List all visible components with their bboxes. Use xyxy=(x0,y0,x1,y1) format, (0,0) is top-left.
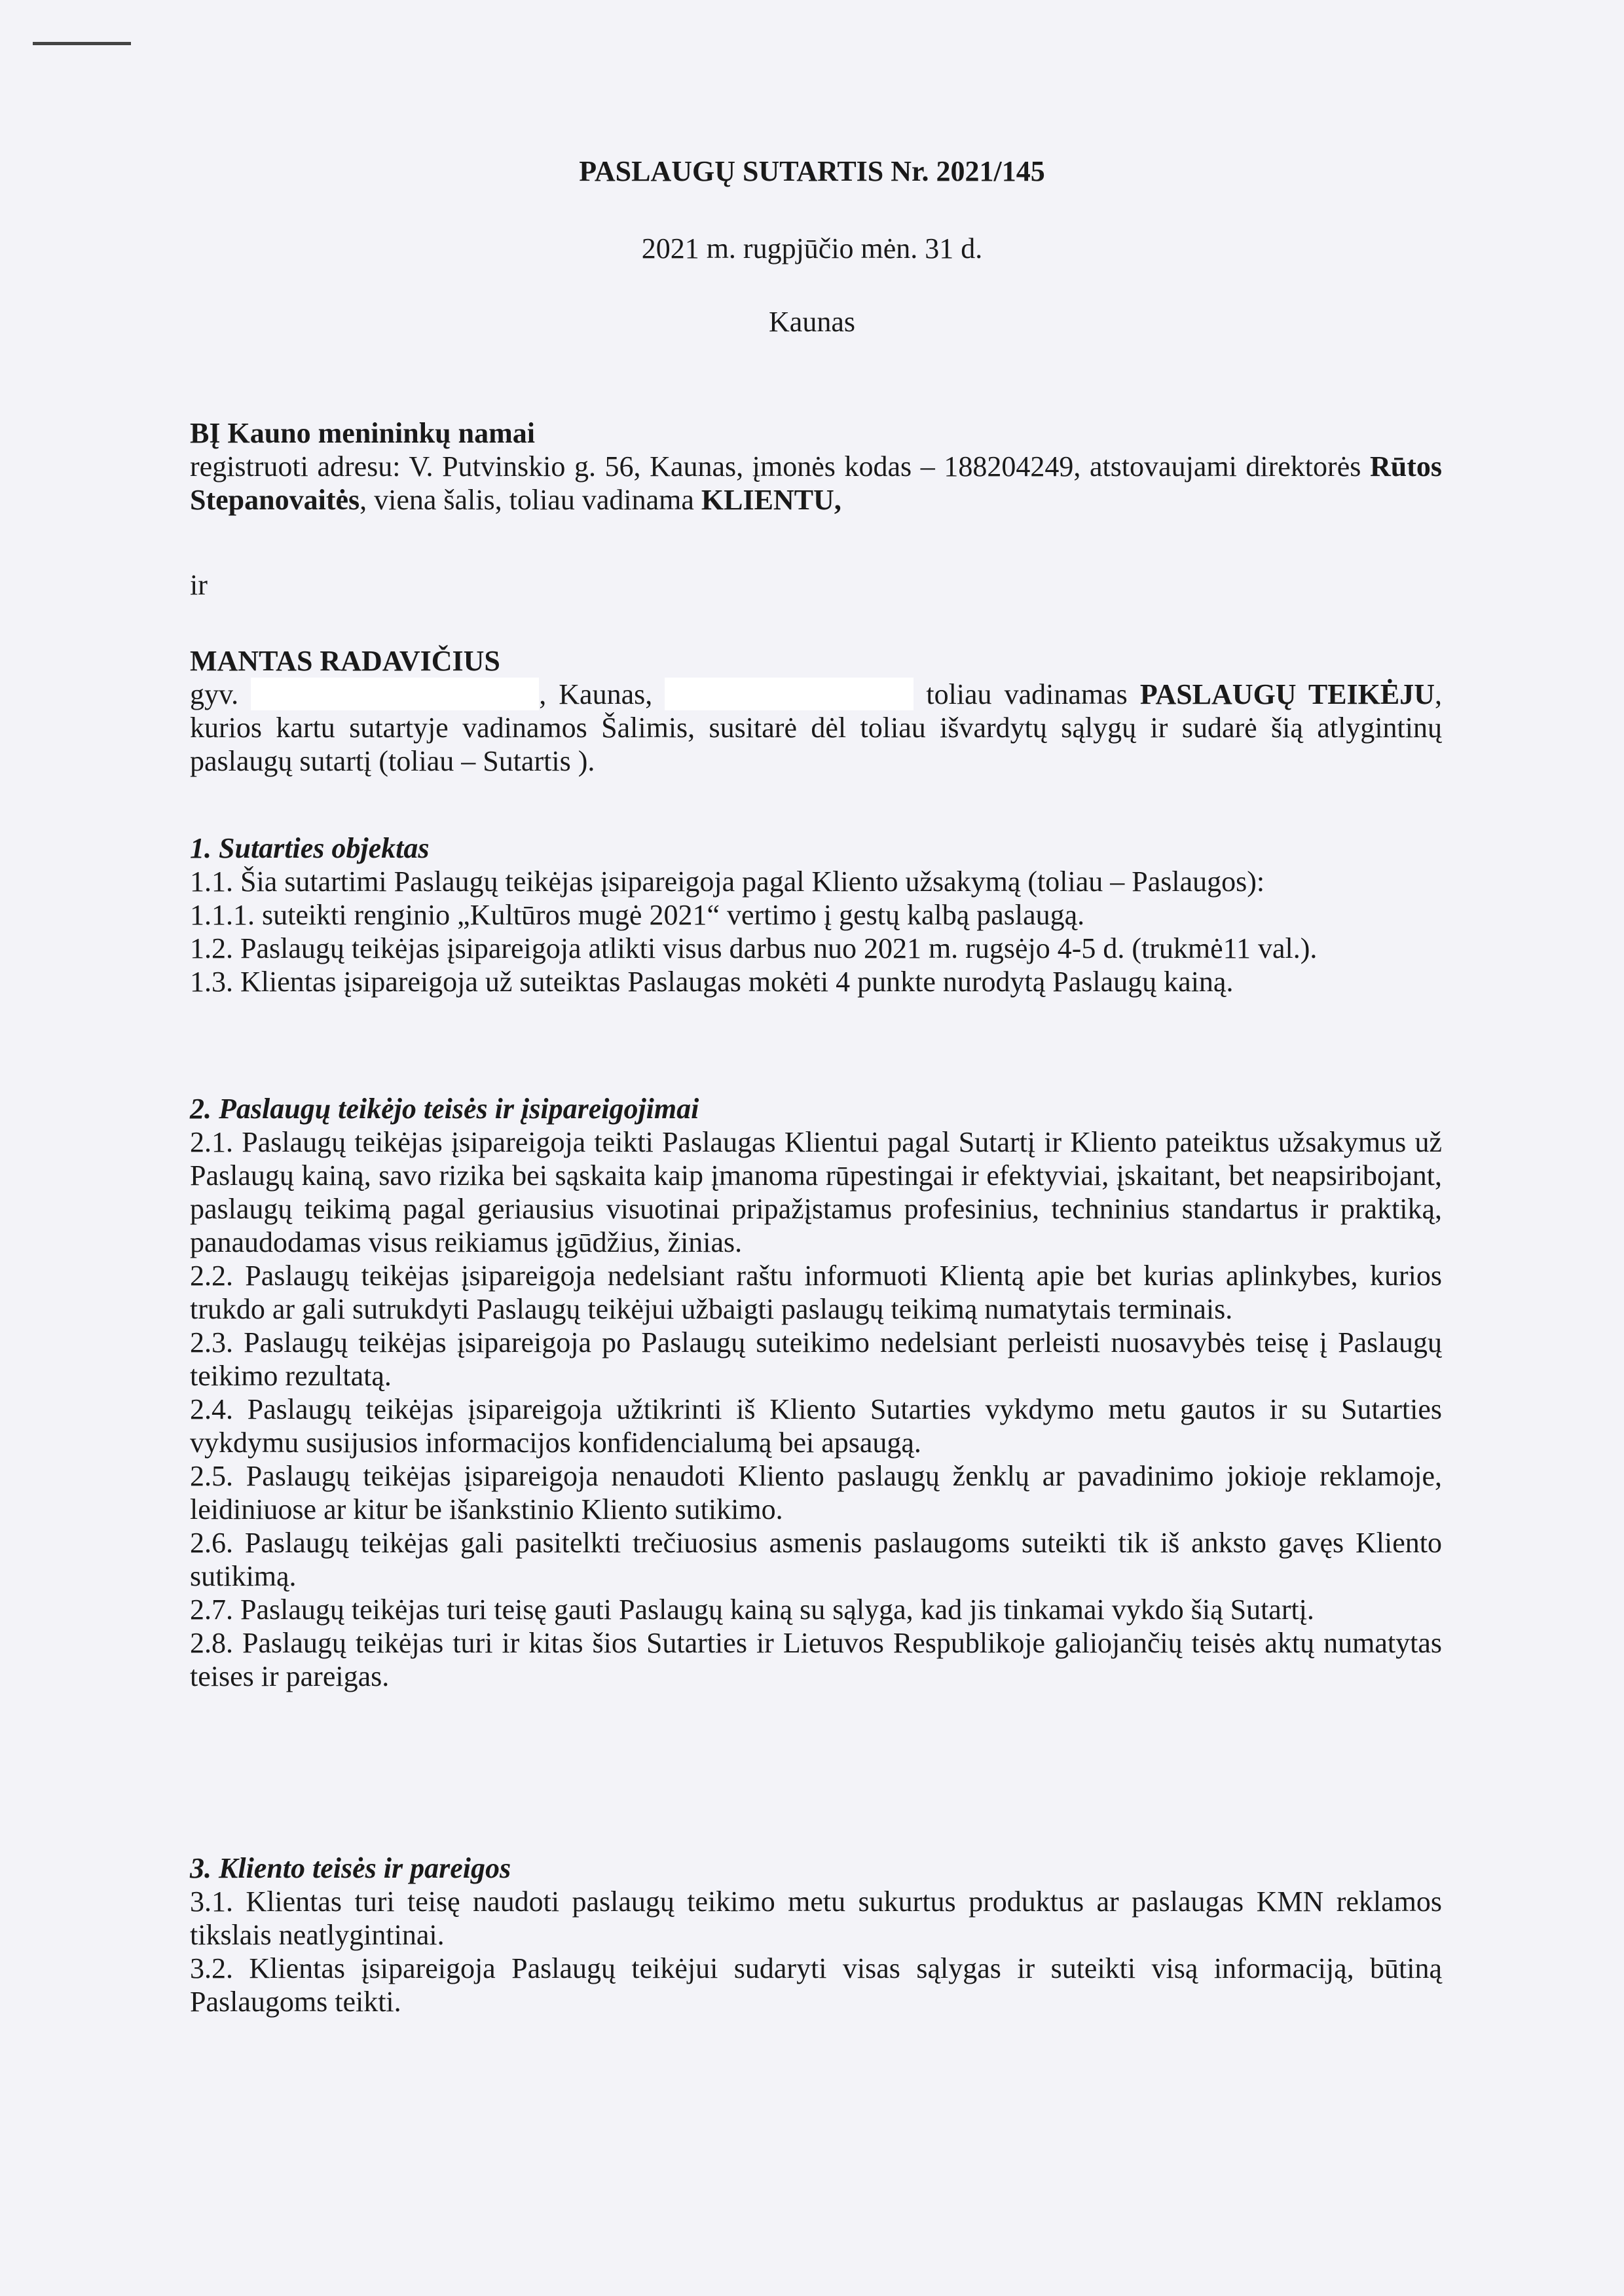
clause: 2.8. Paslaugų teikėjas turi ir kitas šios Sutarties ir Lietuvos Respublikoje galiojančių teisės aktų numatytas teises ir pareigas. xyxy=(190,1627,1442,1692)
client-address: registruoti adresu: V. Putvinskio g. 56, Kaunas, įmonės kodas – 188204249, atstovaujami direktorės xyxy=(190,450,1370,483)
clause: 2.2. Paslaugų teikėjas įsipareigoja nedelsiant raštu informuoti Klientą apie bet kurias aplinkybes, kurios trukdo ar gali sutrukdyti Paslaugų teikėjui užbaigti paslaugų teikimą numatytais terminais. xyxy=(190,1260,1442,1325)
clause: 3.2. Klientas įsipareigoja Paslaugų teikėjui sudaryti visas sąlygas ir suteikti visą informaciją, būtiną Paslaugoms teikti. xyxy=(190,1952,1442,2018)
client-role: KLIENTU, xyxy=(701,484,841,516)
clause: 1.2. Paslaugų teikėjas įsipareigoja atlikti visus darbus nuo 2021 m. rugsėjo 4-5 d. (trukmė11 val.). xyxy=(190,932,1318,964)
clause: 1.1.1. suteikti renginio „Kultūros mugė 2021“ vertimo į gestų kalbą paslaugą. xyxy=(190,899,1085,931)
clause: 2.3. Paslaugų teikėjas įsipareigoja po Paslaugų suteikimo nedelsiant perleisti nuosavybės teisę į Paslaugų teikimo rezultatą. xyxy=(190,1326,1442,1392)
clause: 1.1. Šia sutartimi Paslaugų teikėjas įsipareigoja pagal Kliento užsakymą (toliau – Paslaugos): xyxy=(190,866,1265,898)
provider-city: , Kaunas, xyxy=(539,678,653,710)
document-title: PASLAUGŲ SUTARTIS Nr. 2021/145 xyxy=(579,155,1045,187)
client-text: , viena šalis, toliau vadinama xyxy=(360,484,701,516)
clause: 2.5. Paslaugų teikėjas įsipareigoja nenaudoti Kliento paslaugų ženklų ar pavadinimo jokioje reklamoje, leidiniuose ar kitur be išankstinio Kliento sutikimo. xyxy=(190,1460,1442,1525)
clause: 2.6. Paslaugų teikėjas gali pasitelkti trečiuosius asmenis paslaugoms suteikti tik iš anksto gavęs Kliento sutikimą. xyxy=(190,1527,1442,1592)
provider-role: PASLAUGŲ TEIKĖJU xyxy=(1139,678,1435,710)
provider-prefix: gyv. xyxy=(190,678,239,710)
section-heading: 1. Sutarties objektas xyxy=(190,832,430,864)
clause: 2.4. Paslaugų teikėjas įsipareigoja užtikrinti iš Kliento Sutarties vykdymo metu gautos ir su Sutarties vykdymu susijusios informacijos konfidencialumą bei apsaugą. xyxy=(190,1393,1442,1459)
section-heading: 2. Paslaugų teikėjo teisės ir įsipareigojimai xyxy=(190,1093,699,1125)
clause: 3.1. Klientas turi teisę naudoti paslaugų teikimo metu sukurtus produktus ar paslaugas KMN reklamos tikslais neatlygintinai. xyxy=(190,1886,1442,1951)
section-2 xyxy=(190,1092,1442,1693)
redacted-id xyxy=(665,678,913,710)
clause: 1.3. Klientas įsipareigoja už suteiktas Paslaugas mokėti 4 punkte nurodytą Paslaugų kainą. xyxy=(190,966,1234,998)
section-3 xyxy=(190,1851,1442,2018)
provider-text: toliau vadinamas xyxy=(913,678,1140,710)
section-heading: 3. Kliento teisės ir pareigos xyxy=(190,1852,511,1884)
client-director: Rūtos Stepanovaitės xyxy=(190,450,1442,516)
provider-text-2: , kurios kartu sutartyje vadinamos Šalimis, susitarė dėl toliau išvardytų sąlygų ir sudarė šią atlygintinų paslaugų sutartį (toliau – Sutartis ). xyxy=(190,678,1443,777)
provider-details xyxy=(190,678,1442,778)
client-name: BĮ Kauno menininkų namai xyxy=(190,417,535,449)
scan-mark xyxy=(33,42,131,45)
provider-name: MANTAS RADAVIČIUS xyxy=(190,645,500,677)
clause: 2.7. Paslaugų teikėjas turi teisę gauti Paslaugų kainą su sąlyga, kad jis tinkamai vykdo šią Sutartį. xyxy=(190,1594,1314,1626)
document-city: Kaunas xyxy=(769,306,855,338)
client-details xyxy=(190,450,1442,517)
redacted-address xyxy=(251,678,539,710)
document-date: 2021 m. rugpjūčio mėn. 31 d. xyxy=(641,232,983,264)
section-1 xyxy=(190,831,1442,998)
clause: 2.1. Paslaugų teikėjas įsipareigoja teikti Paslaugas Klientui pagal Sutartį ir Kliento pateiktus užsakymus už Paslaugų kainą, savo rizika bei sąskaita kaip įmanoma rūpestingai ir efektyviai, įskaitant, bet neapsiribojant, paslaugų teikimą pagal geriausius visuotinai pripažįstamus profesinius, techninius standartus ir praktiką, panaudodamas visus reikiamus įgūdžius, žinias. xyxy=(190,1126,1442,1258)
provider-party xyxy=(190,644,1442,778)
conjunction: ir xyxy=(190,569,208,601)
client-party xyxy=(190,416,1442,517)
